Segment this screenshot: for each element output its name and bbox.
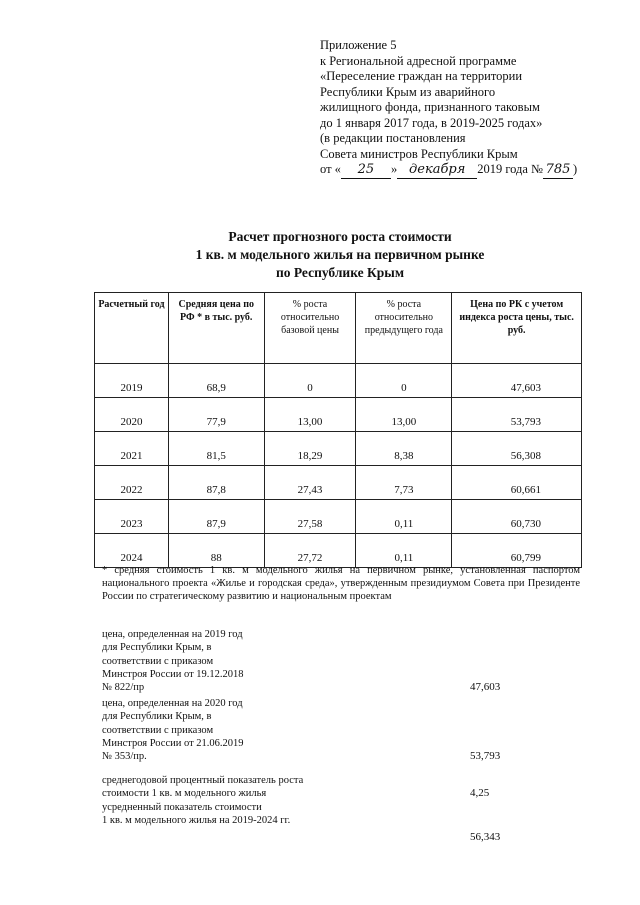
- column-header: % роста относительно базовой цены: [264, 293, 356, 364]
- calc-text-line: цена, определенная на 2019 год: [102, 629, 243, 640]
- table-row: [95, 534, 582, 568]
- value-2020: 53,793: [470, 750, 501, 762]
- prev-growth-cell: 0: [356, 364, 452, 398]
- prev-growth-cell: 8,38: [356, 432, 452, 466]
- table-row: [95, 466, 582, 500]
- header-line: «Переселение граждан на территории: [320, 69, 523, 83]
- header-line: Приложение 5: [320, 38, 397, 52]
- base-growth-cell: 27,72: [264, 534, 356, 568]
- calc-text-line: 1 кв. м модельного жилья на 2019-2024 гг.: [102, 815, 291, 827]
- crimea-price-cell: 56,308: [452, 432, 582, 466]
- year-cell: 2023: [95, 500, 169, 534]
- calc-text-line: среднегодовой процентный показатель роста: [102, 775, 304, 786]
- crimea-price-cell: 53,793: [452, 398, 582, 432]
- handwritten-month: декабря: [397, 162, 477, 179]
- prev-growth-cell: 0,11: [356, 500, 452, 534]
- base-growth-cell: 0: [264, 364, 356, 398]
- document-title: [60, 228, 620, 282]
- title-line: Расчет прогнозного роста стоимости: [228, 229, 452, 244]
- avg-price-cell: 88: [168, 534, 264, 568]
- crimea-price-cell: 60,661: [452, 466, 582, 500]
- column-header: Цена по РК с учетом индекса роста цены, тыс. руб.: [452, 293, 582, 364]
- avg-price-cell: 87,9: [168, 500, 264, 534]
- calc-block-growth: [102, 774, 352, 801]
- price-growth-table: [94, 292, 582, 568]
- appendix-header: [320, 38, 620, 179]
- header-line: (в редакции постановления: [320, 131, 466, 145]
- year-cell: 2019: [95, 364, 169, 398]
- handwritten-day: 25: [341, 162, 391, 179]
- base-growth-cell: 27,43: [264, 466, 356, 500]
- header-line: к Региональной адресной программе: [320, 53, 517, 68]
- prev-growth-cell: 13,00: [356, 398, 452, 432]
- title-line: по Республике Крым: [275, 265, 405, 280]
- avg-price-cell: 81,5: [168, 432, 264, 466]
- header-line: Совета министров Республики Крым: [320, 146, 518, 161]
- table-header-row: [95, 293, 582, 364]
- base-growth-cell: 27,58: [264, 500, 356, 534]
- title-line: 1 кв. м модельного жилья на первичном рынке: [195, 247, 485, 262]
- calc-block-2019: [102, 628, 352, 694]
- column-header: % роста относительно предыдущего года: [356, 293, 452, 364]
- handwritten-number: 785: [543, 162, 573, 179]
- calc-text-line: № 822/пр: [102, 682, 145, 694]
- calc-text-line: для Республики Крым, в: [102, 711, 212, 723]
- resolution-date-line: от « 25 » декабря 2019 года № 785 ): [320, 162, 578, 177]
- year-cell: 2022: [95, 466, 169, 500]
- calc-block-2020: [102, 697, 352, 763]
- header-line: Республики Крым из аварийного: [320, 84, 496, 99]
- table-row: [95, 364, 582, 398]
- calc-text-line: цена, определенная на 2020 год: [102, 698, 243, 709]
- table-row: [95, 500, 582, 534]
- calc-text-line: соответствии с приказом: [102, 655, 214, 667]
- table-row: [95, 398, 582, 432]
- crimea-price-cell: 47,603: [452, 364, 582, 398]
- column-header: Средняя цена по РФ * в тыс. руб.: [168, 293, 264, 364]
- base-growth-cell: 13,00: [264, 398, 356, 432]
- calc-text-line: для Республики Крым, в: [102, 642, 212, 654]
- year-cell: 2020: [95, 398, 169, 432]
- column-header: Расчетный год: [95, 293, 169, 364]
- year-cell: 2024: [95, 534, 169, 568]
- calc-text-line: соответствии с приказом: [102, 724, 214, 736]
- avg-price-cell: 77,9: [168, 398, 264, 432]
- crimea-price-cell: 60,799: [452, 534, 582, 568]
- calc-text-line: стоимости 1 кв. м модельного жилья: [102, 788, 267, 800]
- prev-growth-cell: 7,73: [356, 466, 452, 500]
- header-line: жилищного фонда, признанного таковым: [320, 100, 540, 114]
- calc-text-line: Минстроя России от 19.12.2018: [102, 668, 244, 680]
- value-growth: 4,25: [470, 787, 490, 799]
- year-cell: 2021: [95, 432, 169, 466]
- avg-price-cell: 68,9: [168, 364, 264, 398]
- calc-text-line: № 353/пр.: [102, 751, 147, 763]
- calc-block-average: [102, 801, 352, 828]
- footnote: * средняя стоимость 1 кв. м модельного жилья на первичном рынке, установленная паспортом национального проекта «Жилье и городская среда», утвержденным президиумом Совета при Президенте России по стратегическому развитию и национальным проектам: [102, 565, 580, 602]
- crimea-price-cell: 60,730: [452, 500, 582, 534]
- base-growth-cell: 18,29: [264, 432, 356, 466]
- value-average: 56,343: [470, 831, 501, 843]
- calc-text-line: усредненный показатель стоимости: [102, 802, 262, 813]
- table-row: [95, 432, 582, 466]
- prev-growth-cell: 0,11: [356, 534, 452, 568]
- avg-price-cell: 87,8: [168, 466, 264, 500]
- header-line: до 1 января 2017 года, в 2019-2025 годах»: [320, 115, 543, 130]
- calc-text-line: Минстроя России от 21.06.2019: [102, 737, 244, 749]
- value-2019: 47,603: [470, 681, 501, 693]
